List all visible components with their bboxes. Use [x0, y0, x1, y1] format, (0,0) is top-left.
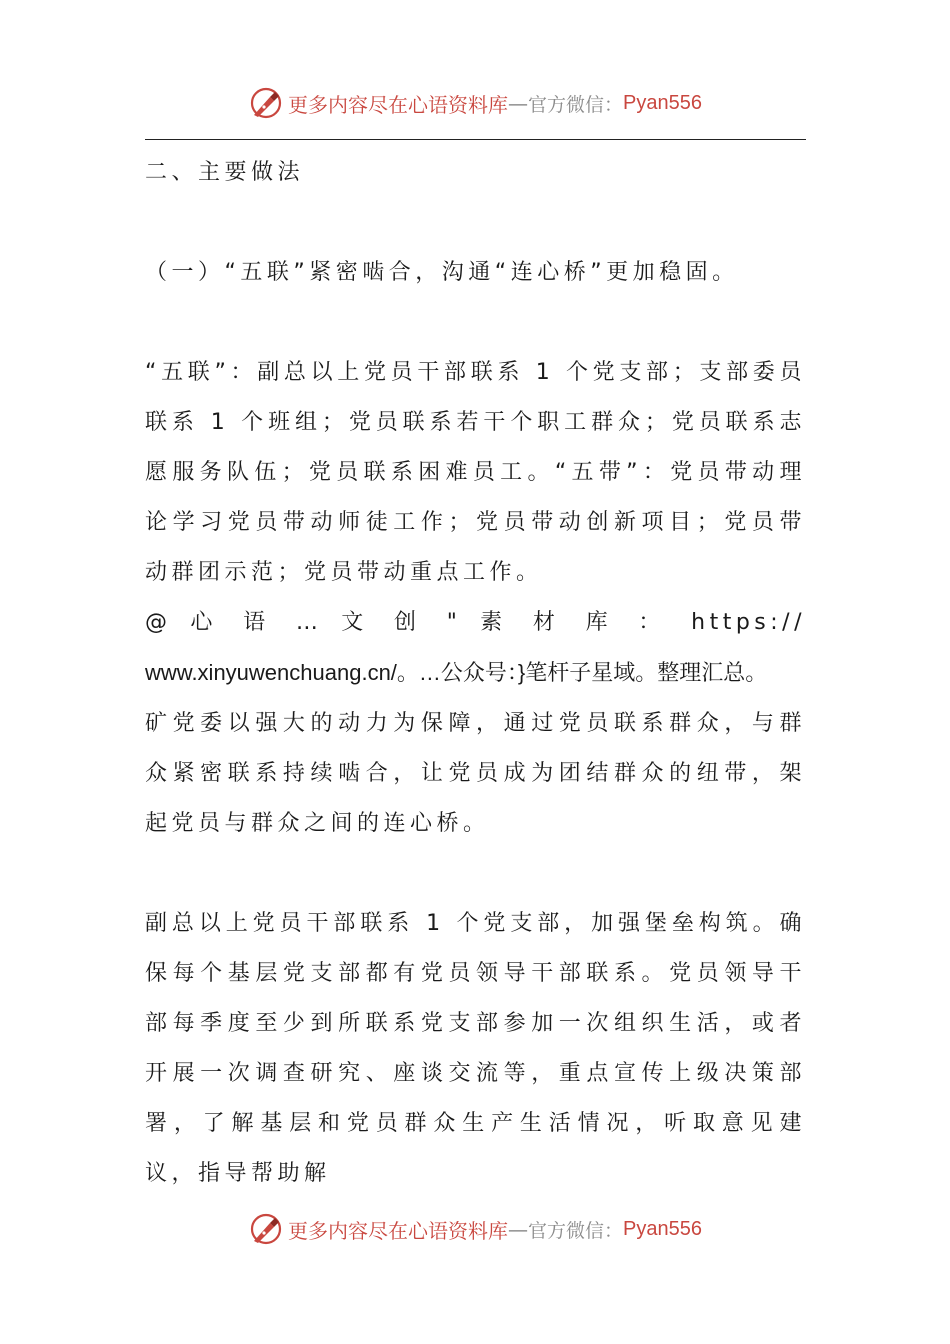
- header-divider: [145, 139, 806, 140]
- source-line-continued: [145, 648, 806, 699]
- promo-text: 更多内容尽在心语资料库: [288, 1218, 508, 1243]
- paragraph-party-committee: 矿党委以强大的动力为保障，通过党员联系群众，与群众紧密联系持续啮合，让党员成为团结群众的纽带，架起党员与群众之间的连心桥。: [145, 711, 806, 836]
- paragraph-leader-liaison: 副总以上党员干部联系 1 个党支部，加强堡垒构筑。确保每个基层党支部都有党员领导干部联系。党员领导干部每季度至少到所联系党支部参加一次组织生活，或者开展一次调查研究、座谈交流等，重点宣传上级决策部署，了解基层和党员群众生产生活情况，听取意见建议，指导帮助解: [145, 911, 806, 1186]
- pen-nib-logo-icon: [248, 85, 284, 121]
- section-heading: 二、主要做法: [145, 160, 305, 185]
- banner-separator: —: [508, 1217, 528, 1241]
- source-line: [145, 598, 806, 648]
- wechat-label: 官方微信：: [528, 1219, 624, 1242]
- promo-text: 更多内容尽在心语资料库: [288, 92, 508, 117]
- paragraph-five-links: “五联”：副总以上党员干部联系 1 个党支部；支部委员联系 1 个班组；党员联系若干个职工群众；党员联系志愿服务队伍；党员联系困难员工。“五带”：党员带动理论学习党员带动师徒工作；党员带动创新项目；党员带动群团示范；党员带动重点工作。: [145, 360, 806, 585]
- wechat-label: 官方微信：: [528, 93, 624, 116]
- wechat-id: Pyan556: [623, 91, 702, 114]
- header-banner: [0, 78, 950, 128]
- wechat-id: Pyan556: [623, 1217, 702, 1240]
- banner-separator: —: [508, 91, 528, 115]
- source-url: www.xinyuwenchuang.cn/。…公众号：}笔杆子星域。整理汇总。: [145, 660, 768, 685]
- footer-banner: [0, 1204, 950, 1254]
- subheading: （一）“五联”紧密啮合，沟通“连心桥”更加稳固。: [145, 260, 739, 285]
- pen-nib-logo-icon: [248, 1211, 284, 1247]
- source-line-text: @ 心 语 … 文 创 " 素 材 库 ： https://: [145, 610, 806, 635]
- document-body: [145, 148, 806, 1199]
